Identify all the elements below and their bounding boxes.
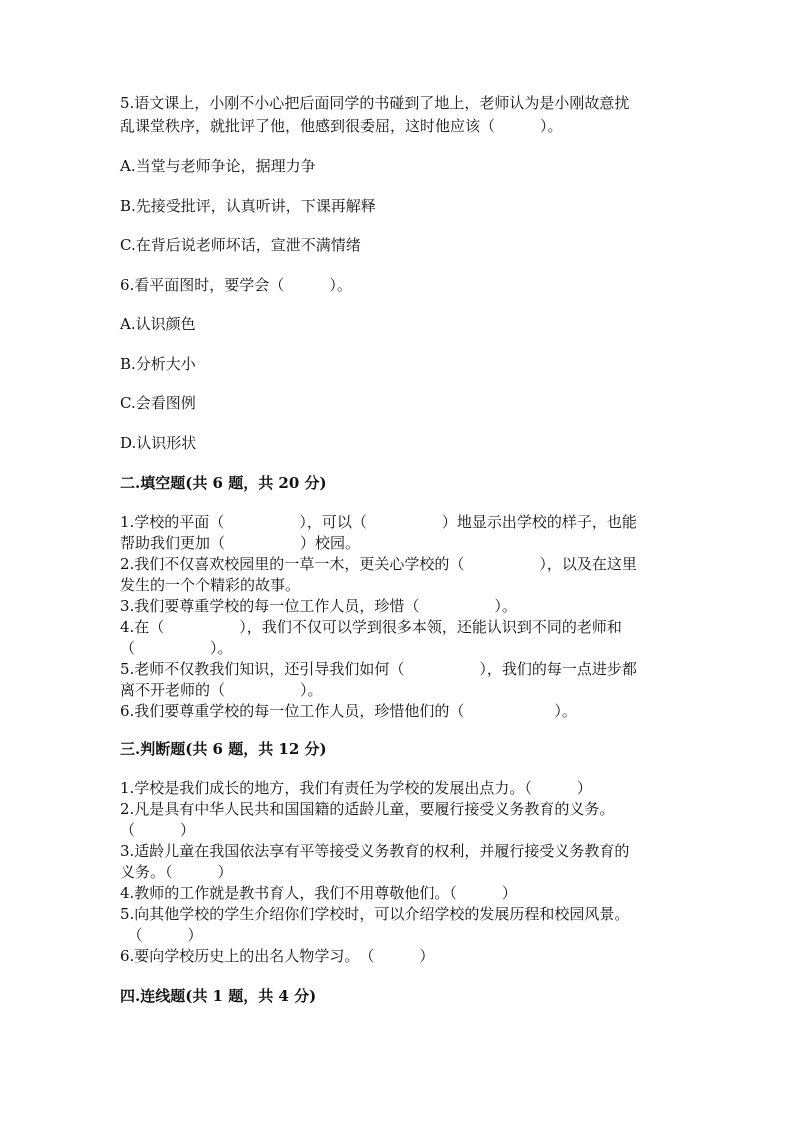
true-false-line: 2.凡是具有中华人民共和国国籍的适龄儿童，要履行接受义务教育的义务。 xyxy=(120,800,615,818)
fill-blank-line: 2.我们不仅喜欢校园里的一草一木，更关心学校的（ ），以及在这里 xyxy=(120,555,637,573)
true-false-line: 1.学校是我们成长的地方，我们有责任为学校的发展出点力。（ ） xyxy=(120,779,592,797)
fill-blank-line: 4.在（ ），我们不仅可以学到很多本领，还能认识到不同的老师和 xyxy=(120,618,622,636)
section-3-heading: 三.判断题(共 6 题，共 12 分) xyxy=(120,740,327,758)
fill-blank-line: 1.学校的平面（ ），可以（ ）地显示出学校的样子，也能 xyxy=(120,513,637,531)
true-false-line: 6.要向学校历史上的出名人物学习。 （ ） xyxy=(120,947,435,965)
section-4-heading: 四.连线题(共 1 题，共 4 分) xyxy=(120,987,317,1005)
question-5-line-1: 5.语文课上，小刚不小心把后面同学的书碰到了地上，老师认为是小刚故意扰 xyxy=(120,94,630,112)
question-6-option-d: D.认识形状 xyxy=(120,434,197,452)
true-false-line: 3.适龄儿童在我国依法享有平等接受义务教育的权利，并履行接受义务教育的 xyxy=(120,842,630,860)
question-5-option-b: B.先接受批评，认真听讲，下课再解释 xyxy=(120,197,376,215)
true-false-line: 5.向其他学校的学生介绍你们学校时，可以介绍学校的发展历程和校园风景。 xyxy=(120,905,630,923)
true-false-line: （ ） xyxy=(120,926,203,944)
fill-blank-line: 帮助我们更加（ ）校园。 xyxy=(120,534,361,552)
section-2-heading: 二.填空题(共 6 题，共 20 分) xyxy=(120,474,327,492)
fill-blank-line: （ ）。 xyxy=(120,639,233,657)
question-5-option-a: A.当堂与老师争论，据理力争 xyxy=(120,157,316,175)
question-6-stem: 6.看平面图时，要学会（ ）。 xyxy=(120,276,352,294)
true-false-line: （ ） xyxy=(120,821,196,839)
question-6-option-b: B.分析大小 xyxy=(120,355,196,373)
true-false-line: 4.教师的工作就是教书育人，我们不用尊敬他们。（ ） xyxy=(120,884,517,902)
question-5-line-2: 乱课堂秩序，就批评了他，他感到很委屈，这时他应该（ ）。 xyxy=(120,117,563,135)
true-false-line: 义务。（ ） xyxy=(120,863,233,881)
fill-blank-line: 发生的一个个精彩的故事。 xyxy=(120,576,301,594)
question-5-option-c: C.在背后说老师坏话，宣泄不满情绪 xyxy=(120,236,361,254)
question-6-option-c: C.会看图例 xyxy=(120,394,196,412)
fill-blank-line: 6.我们要尊重学校的每一位工作人员，珍惜他们的（ ）。 xyxy=(120,702,577,720)
fill-blank-line: 3.我们要尊重学校的每一位工作人员，珍惜（ ）。 xyxy=(120,597,517,615)
fill-blank-line: 5.老师不仅教我们知识，还引导我们如何（ ），我们的每一点进步都 xyxy=(120,660,637,678)
fill-blank-line: 离不开老师的（ ）。 xyxy=(120,681,323,699)
question-6-option-a: A.认识颜色 xyxy=(120,315,196,333)
